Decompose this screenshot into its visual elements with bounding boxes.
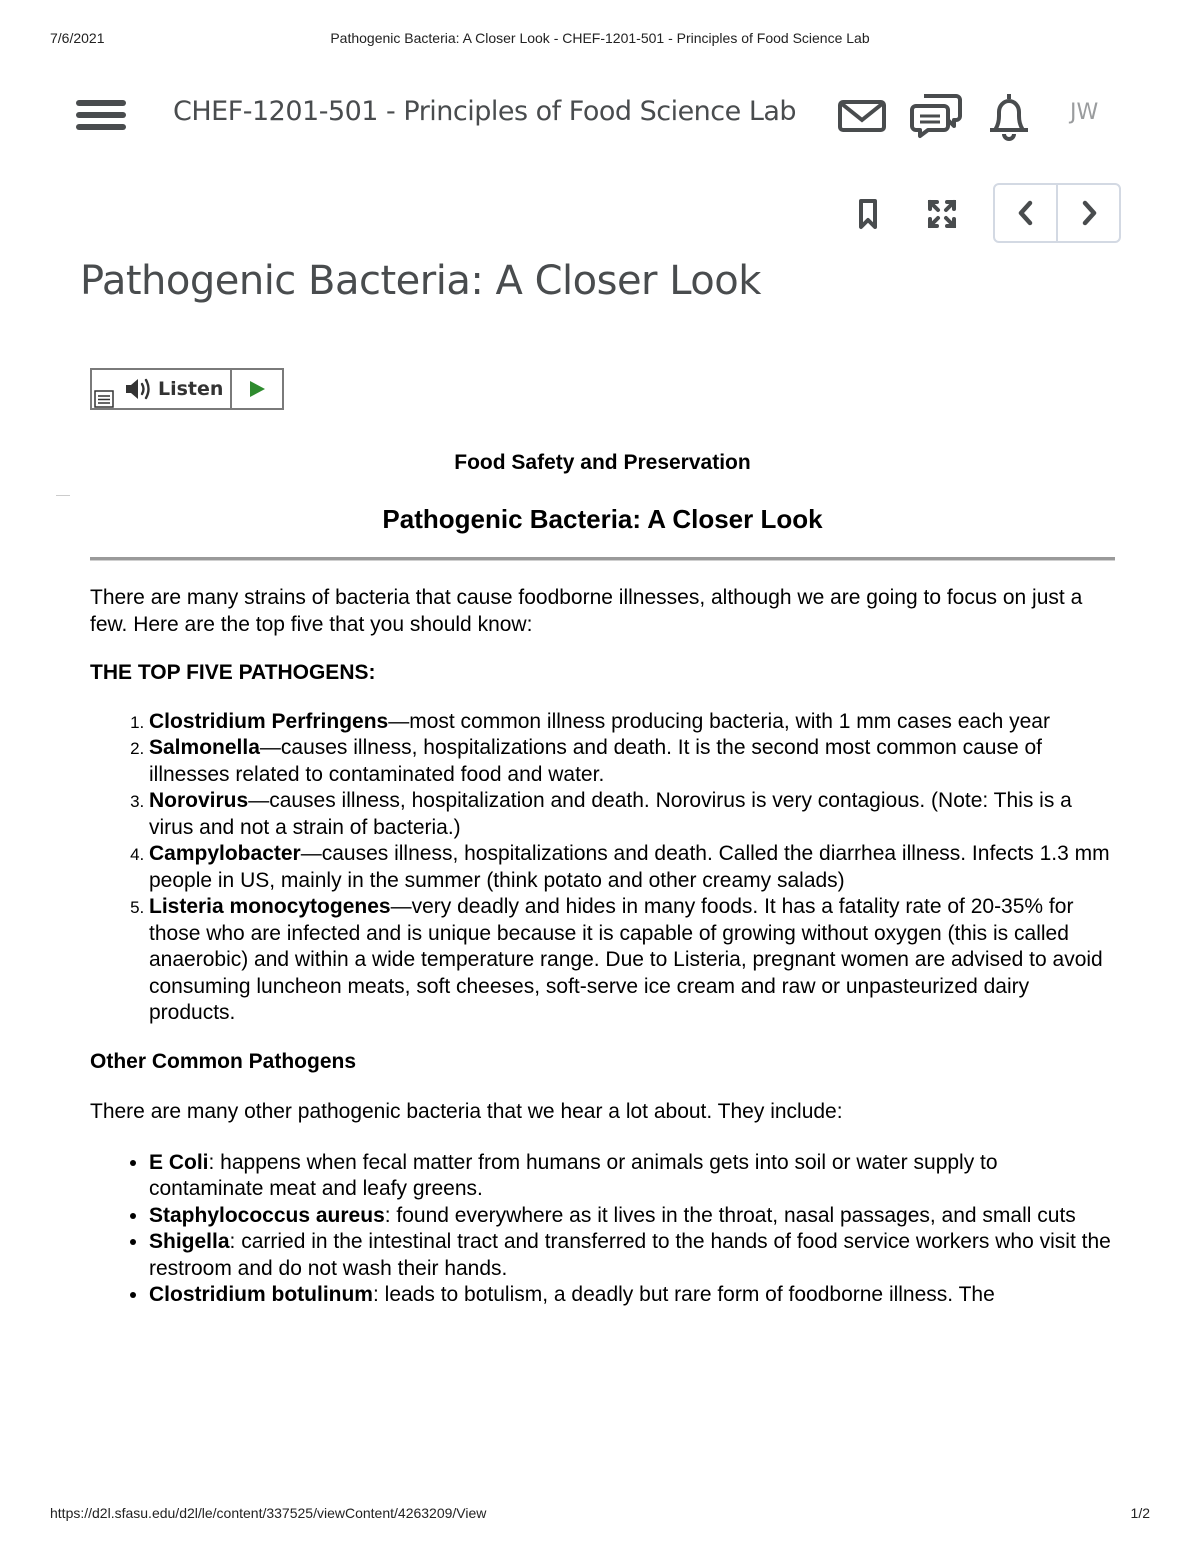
pathogen-description: —most common illness producing bacteria, with 1 mm cases each year (388, 709, 1050, 733)
pathogen-description: : leads to botulism, a deadly but rare form of foodborne illness. The (372, 1283, 995, 1306)
chat-icon[interactable] (910, 90, 964, 142)
section-label: Food Safety and Preservation (454, 451, 751, 474)
print-url: https://d2l.sfasu.edu/d2l/le/content/337525/viewContent/4263209/View (50, 1505, 487, 1521)
listen-label: Listen (158, 378, 224, 400)
list-item (149, 788, 1115, 841)
pathogen-description: —causes illness, hospitalization and death. Norovirus is very contagious. (Note: This is a virus and not a strain of bacteria.) (149, 789, 1072, 839)
next-topic-button[interactable] (1056, 185, 1119, 241)
list-item (149, 894, 1115, 1027)
pathogen-description: —very deadly and hides in many foods. It has a fatality rate of 20-35% for those who are infected and is unique because it is capable of growing without oxygen (this is called anaerobic) and within a wide temperature range. Due to Listeria, pregnant women are advised to avoid consuming luncheon meats, soft cheeses, soft-serve ice cream and raw or unpasteurized dairy products. (149, 895, 1103, 1024)
topic-nav-group (993, 183, 1121, 243)
menu-icon[interactable] (76, 100, 126, 136)
bookmark-icon[interactable] (850, 196, 886, 232)
top-five-list (90, 709, 1115, 1027)
list-item (149, 709, 1115, 736)
list-item (149, 1229, 1115, 1282)
page-title: Pathogenic Bacteria: A Closer Look (80, 258, 761, 304)
text-menu-icon[interactable] (94, 390, 114, 408)
content-title: Pathogenic Bacteria: A Closer Look (382, 504, 823, 534)
pathogen-name: Clostridium botulinum (149, 1283, 373, 1306)
list-item (149, 841, 1115, 894)
pathogen-name: Salmonella (149, 736, 260, 759)
other-pathogens-heading: Other Common Pathogens (90, 1049, 357, 1073)
pathogen-description: : happens when fecal matter from humans or animals gets into soil or water supply to contaminate meat and leafy greens. (149, 1150, 998, 1200)
course-title[interactable]: CHEF-1201-501 - Principles of Food Science Lab (173, 96, 797, 127)
intro-paragraph: There are many strains of bacteria that cause foodborne illnesses, although we are going to focus on just a few. Here are the top five that you should know: (90, 586, 1083, 636)
pathogen-name: Clostridium Perfringens (149, 709, 389, 733)
mail-icon[interactable] (836, 90, 890, 142)
play-icon (247, 379, 267, 399)
pathogen-description: : found everywhere as it lives in the throat, nasal passages, and small cuts (384, 1203, 1076, 1227)
user-avatar[interactable]: JW (1070, 100, 1099, 125)
content-toolbar (0, 182, 1200, 246)
pathogen-name: Staphylococcus aureus (149, 1203, 385, 1227)
other-pathogens-list (90, 1150, 1115, 1309)
topic-content (90, 448, 1115, 1309)
divider (56, 495, 70, 496)
pathogen-name: Norovirus (149, 789, 249, 812)
print-date: 7/6/2021 (50, 30, 105, 46)
print-title: Pathogenic Bacteria: A Closer Look - CHEF-1201-501 - Principles of Food Science Lab (330, 30, 870, 46)
pathogen-name: Campylobacter (149, 842, 301, 865)
bell-icon[interactable] (984, 90, 1038, 142)
other-pathogens-intro: There are many other pathogenic bacteria that we hear a lot about. They include: (90, 1100, 843, 1123)
page-break-mask (0, 1352, 1200, 1492)
print-footer (50, 1505, 1150, 1525)
listen-widget (90, 368, 284, 410)
top-five-heading: THE TOP FIVE PATHOGENS: (90, 661, 376, 684)
list-item (149, 1282, 1115, 1309)
list-item (149, 735, 1115, 788)
speaker-icon (124, 377, 152, 401)
previous-topic-button[interactable] (995, 185, 1056, 241)
horizontal-rule (90, 557, 1115, 561)
top-navbar (0, 80, 1200, 155)
list-item (149, 1203, 1115, 1230)
pathogen-name: Listeria monocytogenes (149, 895, 391, 918)
pathogen-name: Shigella (149, 1230, 230, 1253)
pathogen-description: : carried in the intestinal tract and transferred to the hands of food service workers who visit the restroom and do not wash their hands. (149, 1230, 1111, 1280)
listen-button[interactable] (92, 370, 230, 408)
play-button[interactable] (230, 370, 282, 408)
fullscreen-icon[interactable] (924, 196, 960, 232)
pathogen-description: —causes illness, hospitalizations and death. It is the second most common cause of illnesses related to contaminated food and water. (149, 736, 1042, 786)
chevron-left-icon (1015, 199, 1037, 227)
pathogen-name: E Coli (149, 1150, 209, 1174)
chevron-right-icon (1078, 199, 1100, 227)
list-item (149, 1150, 1115, 1203)
print-header (50, 30, 1150, 50)
print-page-number: 1/2 (1130, 1505, 1150, 1521)
pathogen-description: —causes illness, hospitalizations and death. Called the diarrhea illness. Infects 1.3 mm people in US, mainly in the summer (think potato and other creamy salads) (149, 842, 1110, 892)
